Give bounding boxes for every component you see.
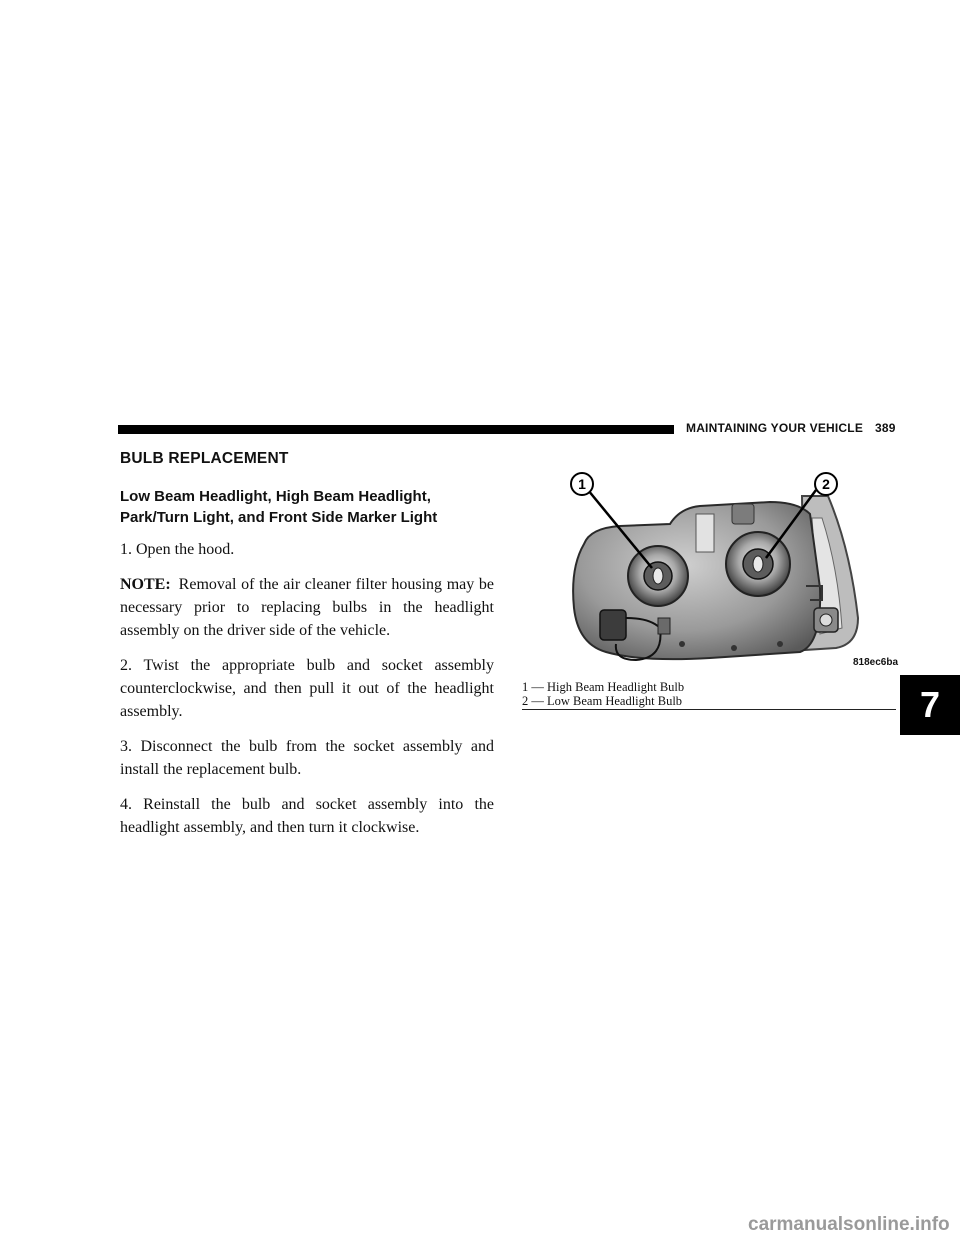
note-text: Removal of the air cleaner filter housing may be necessary prior to replacing bulbs in the headlight assembly on the driver side of the vehicle.: [120, 576, 494, 639]
subsection-title: Low Beam Headlight, High Beam Headlight, Park/Turn Light, and Front Side Marker Light: [120, 488, 438, 526]
legend-item-2: 2 — Low Beam Headlight Bulb: [522, 694, 683, 708]
header-rule: [118, 425, 674, 434]
figure-legend: [522, 680, 896, 710]
note-label: NOTE:: [120, 576, 171, 593]
page-number: 389: [875, 421, 896, 435]
headlight-figure: [520, 468, 899, 676]
callout-2-label: 2: [822, 476, 830, 492]
header-title: MAINTAINING YOUR VEHICLE: [686, 421, 864, 435]
step-3: 3. Disconnect the bulb from the socket assembly and install the replacement bulb.: [120, 738, 494, 778]
step-1: 1. Open the hood.: [120, 541, 235, 558]
section-title: BULB REPLACEMENT: [120, 450, 289, 467]
note-paragraph: [120, 573, 494, 642]
main-text-column: [120, 450, 494, 851]
watermark: carmanualsonline.info: [748, 1214, 950, 1235]
figure-code: 818ec6ba: [853, 657, 899, 668]
headlight-assembly-illustration: [520, 468, 899, 676]
step-4: 4. Reinstall the bulb and socket assembly into the headlight assembly, and then turn it clockwise.: [120, 796, 494, 836]
step-2: 2. Twist the appropriate bulb and socket assembly counterclockwise, and then pull it out of the headlight assembly.: [120, 657, 494, 720]
chapter-tab: 7: [900, 675, 960, 735]
callout-1-label: 1: [578, 476, 586, 492]
running-header: [686, 421, 896, 435]
legend-item-1: 1 — High Beam Headlight Bulb: [522, 680, 685, 694]
